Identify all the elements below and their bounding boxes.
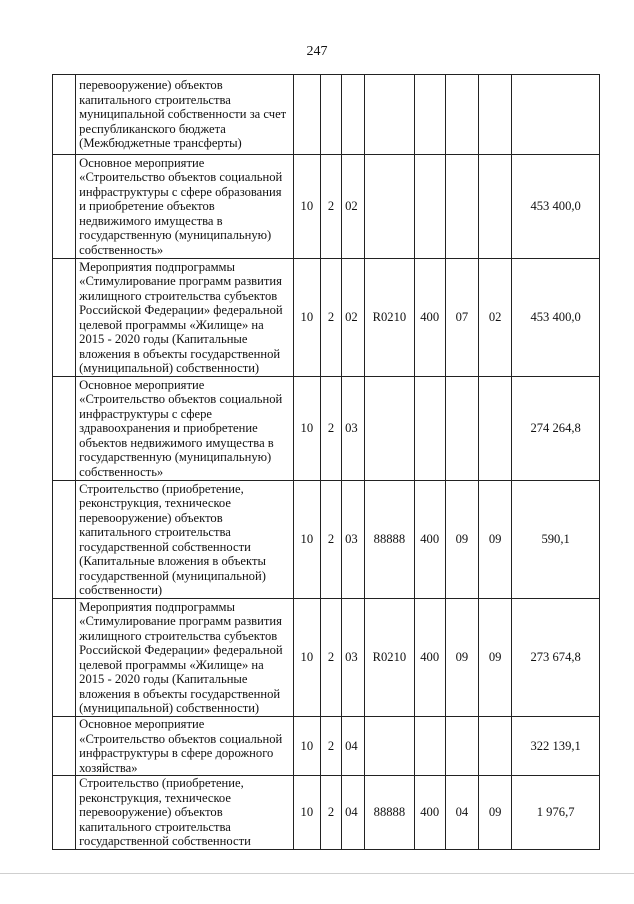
vr-cell: 400: [414, 481, 445, 599]
sum-cell: 590,1: [512, 481, 600, 599]
section-cell: 10: [293, 259, 320, 377]
measure-cell: [342, 75, 365, 155]
program-cell: [320, 75, 341, 155]
measure-cell: 03: [342, 481, 365, 599]
program-cell: 2: [320, 155, 341, 259]
measure-cell: 02: [342, 155, 365, 259]
code-cell: R0210: [365, 599, 414, 717]
empty-cell: [53, 377, 76, 481]
sum-cell: [512, 75, 600, 155]
empty-cell: [53, 259, 76, 377]
empty-cell: [53, 75, 76, 155]
vr-cell: 400: [414, 259, 445, 377]
sum-cell: 274 264,8: [512, 377, 600, 481]
rz-cell: [445, 75, 478, 155]
vr-cell: [414, 75, 445, 155]
code-cell: 88888: [365, 776, 414, 850]
pr-cell: [479, 75, 512, 155]
program-cell: 2: [320, 599, 341, 717]
vr-cell: [414, 155, 445, 259]
budget-table-body: [53, 75, 600, 850]
empty-cell: [53, 717, 76, 776]
pr-cell: [479, 377, 512, 481]
pr-cell: [479, 155, 512, 259]
code-cell: [365, 155, 414, 259]
section-cell: 10: [293, 599, 320, 717]
sum-cell: 322 139,1: [512, 717, 600, 776]
empty-cell: [53, 599, 76, 717]
section-cell: [293, 75, 320, 155]
table-row: [53, 75, 600, 155]
table-row: [53, 599, 600, 717]
rz-cell: 07: [445, 259, 478, 377]
pr-cell: 09: [479, 776, 512, 850]
pr-cell: [479, 717, 512, 776]
code-cell: [365, 717, 414, 776]
pr-cell: 09: [479, 481, 512, 599]
row-name: Мероприятия подпрограммы «Стимулирование программ развития жилищного строительства субъектов Российской Федерации» федеральной целевой программы «Жилище» на 2015 - 2020 годы (Капитальные вложения в объекты государственной (муниципальной) собственности): [76, 259, 294, 377]
table-row: [53, 377, 600, 481]
measure-cell: 03: [342, 599, 365, 717]
section-cell: 10: [293, 481, 320, 599]
vr-cell: 400: [414, 599, 445, 717]
rz-cell: [445, 155, 478, 259]
page-number: 247: [306, 44, 328, 59]
row-name: Строительство (приобретение, реконструкция, техническое перевооружение) объектов капитального строительства государственной собственности: [76, 776, 294, 850]
row-name: Основное мероприятие «Строительство объектов социальной инфраструктуры в сфере дорожного хозяйства»: [76, 717, 294, 776]
budget-table: [52, 74, 600, 850]
program-cell: 2: [320, 377, 341, 481]
sum-cell: 1 976,7: [512, 776, 600, 850]
measure-cell: 04: [342, 717, 365, 776]
row-name: Строительство (приобретение, реконструкция, техническое перевооружение) объектов капитального строительства государственной собственности (Капитальные вложения в объекты государственной (муниципальной) собственности): [76, 481, 294, 599]
code-cell: 88888: [365, 481, 414, 599]
code-cell: [365, 377, 414, 481]
program-cell: 2: [320, 259, 341, 377]
measure-cell: 02: [342, 259, 365, 377]
rz-cell: [445, 717, 478, 776]
rz-cell: 09: [445, 481, 478, 599]
table-row: [53, 155, 600, 259]
vr-cell: 400: [414, 776, 445, 850]
rz-cell: [445, 377, 478, 481]
table-row: [53, 717, 600, 776]
rz-cell: 09: [445, 599, 478, 717]
sum-cell: 453 400,0: [512, 259, 600, 377]
empty-cell: [53, 776, 76, 850]
section-cell: 10: [293, 717, 320, 776]
row-name: Основное мероприятие «Строительство объектов социальной инфраструктуры с сфере образования и приобретение объектов недвижимого имущества в государственную (муниципальную) собственность»: [76, 155, 294, 259]
program-cell: 2: [320, 481, 341, 599]
page-bottom-edge: [0, 873, 634, 874]
sum-cell: 273 674,8: [512, 599, 600, 717]
program-cell: 2: [320, 776, 341, 850]
measure-cell: 04: [342, 776, 365, 850]
vr-cell: [414, 717, 445, 776]
vr-cell: [414, 377, 445, 481]
empty-cell: [53, 155, 76, 259]
table-row: [53, 259, 600, 377]
row-name: перевооружение) объектов капитального строительства муниципальной собственности за счет республиканского бюджета (Межбюджетные трансферты): [76, 75, 294, 155]
measure-cell: 03: [342, 377, 365, 481]
code-cell: [365, 75, 414, 155]
section-cell: 10: [293, 776, 320, 850]
row-name: Основное мероприятие «Строительство объектов социальной инфраструктуры с сфере здравоохранения и приобретение объектов недвижимого имущества в государственную (муниципальную) собственность»: [76, 377, 294, 481]
section-cell: 10: [293, 377, 320, 481]
pr-cell: 02: [479, 259, 512, 377]
table-row: [53, 481, 600, 599]
rz-cell: 04: [445, 776, 478, 850]
row-name: Мероприятия подпрограммы «Стимулирование программ развития жилищного строительства субъектов Российской Федерации» федеральной целевой программы «Жилище» на 2015 - 2020 годы (Капитальные вложения в объекты государственной (муниципальной) собственности): [76, 599, 294, 717]
sum-cell: 453 400,0: [512, 155, 600, 259]
pr-cell: 09: [479, 599, 512, 717]
empty-cell: [53, 481, 76, 599]
program-cell: 2: [320, 717, 341, 776]
code-cell: R0210: [365, 259, 414, 377]
section-cell: 10: [293, 155, 320, 259]
table-row: [53, 776, 600, 850]
